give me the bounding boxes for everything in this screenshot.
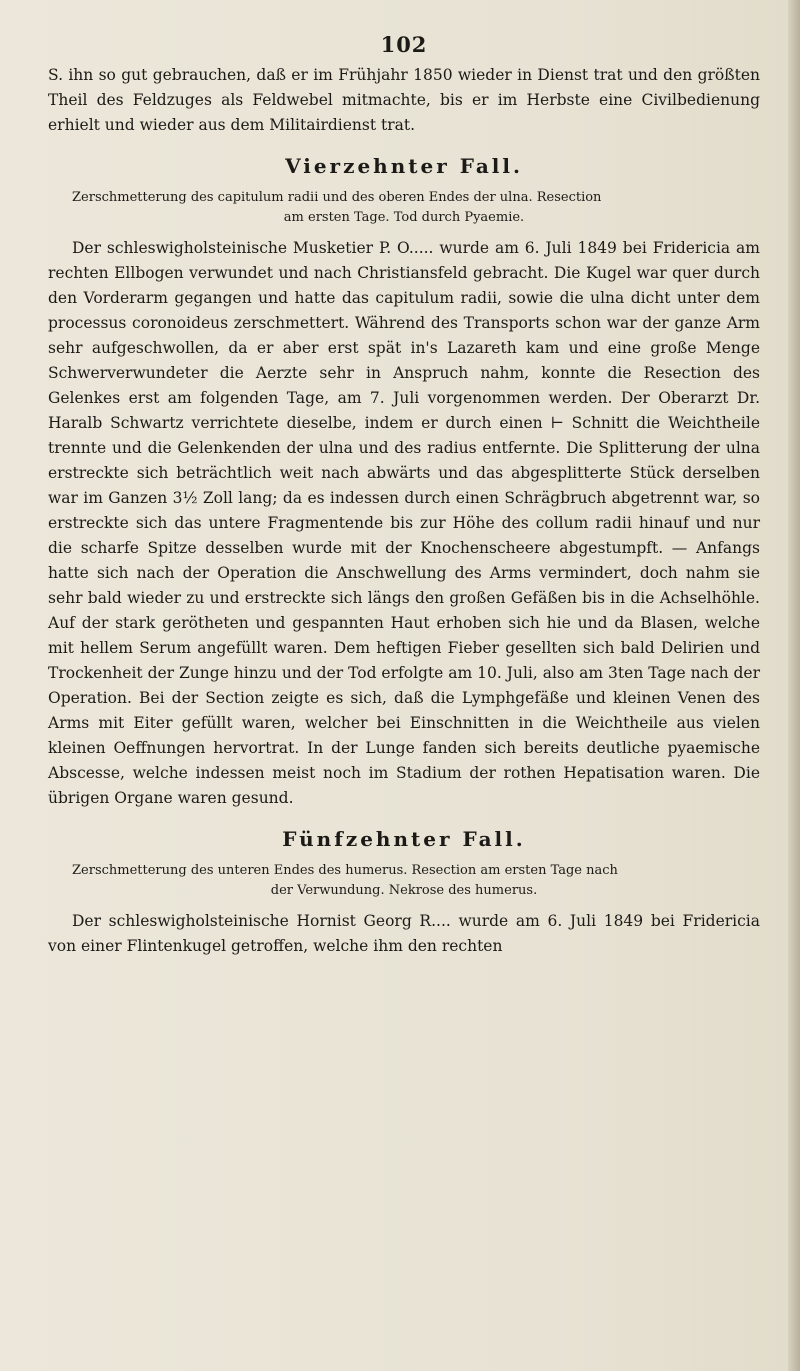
page-number: 102 <box>380 32 428 57</box>
continuation-paragraph: S. ihn so gut gebrauchen, daß er im Frühjahr 1850 wieder in Dienst trat und den größten Theil des Feldzuges als Feldwebel mitmachte, bis er im Herbste eine Civilbedienung erhielt und wieder aus dem Militairdienst trat. <box>48 66 760 134</box>
case-15-summary-line-1: Zerschmetterung des unteren Endes des humerus. Resection am ersten Tage nach <box>72 863 618 878</box>
case-14-summary-line-2: am ersten Tage. Tod durch Pyaemie. <box>283 210 525 225</box>
case-14-summary-line-1: Zerschmetterung des capitulum radii und des oberen Endes der ulna. Resection <box>72 190 602 205</box>
case-14-paragraph: Der schleswigholsteinische Musketier P. O..... wurde am 6. Juli 1849 bei Fridericia am rechten Ellbogen verwundet und nach Christiansfeld gebracht. Die Kugel war quer durch den Vorderarm gegangen und hatte das capitulum radii, sowie die ulna dicht unter dem processus coronoideus zerschmettert. Während des Transports schon war der ganze Arm sehr aufgeschwollen, da er aber erst spät in's Lazareth kam und eine große Menge Schwerverwundeter die Aerzte sehr in Anspruch nahm, konnte die Resection des Gelenkes erst am folgenden Tage, am 7. Juli vorgenommen werden. Der Oberarzt Dr. Haralb Schwartz verrichtete dieselbe, indem er durch einen ⊢ Schnitt die Weichtheile trennte und die Gelenkenden der ulna und des radius entfernte. Die Splitterung der ulna erstreckte sich beträchtlich weit nach abwärts und das abgesplitterte Stück derselben war im Ganzen 3½ Zoll lang; da es indessen durch einen Schrägbruch abgetrennt war, so erstreckte sich das untere Fragmentende bis zur Höhe des collum radii hinauf und nur die scharfe Spitze desselben wurde mit der Knochenscheere abgestumpft. — Anfangs hatte sich nach der Operation die Anschwellung des Arms vermindert, doch nahm sie sehr bald wieder zu und erstreckte sich längs den großen Gefäßen bis in die Achselhöhle. Auf der stark gerötheten und gespannten Haut erhoben sich hie und da Blasen, welche mit hellem Serum angefüllt waren. Dem heftigen Fieber gesellten sich bald Delirien und Trockenheit der Zunge hinzu und der Tod erfolgte am 10. Juli, also am 3ten Tage nach der Operation. Bei der Section zeigte es sich, daß die Lymphgefäße und kleinen Venen des Arms mit Eiter gefüllt waren, welcher bei Einschnitten in die Weichtheile aus vielen kleinen Oeffnungen hervortrat. In der Lunge fanden sich bereits deutliche pyaemische Abscesse, welche indessen meist noch im Stadium der rothen Hepatisation waren. Die übrigen Organe waren gesund. <box>48 239 760 807</box>
case-15-summary-line-2: der Verwundung. Nekrose des humerus. <box>270 883 538 898</box>
case-15-paragraph: Der schleswigholsteinische Hornist Georg R.... wurde am 6. Juli 1849 bei Fridericia von einer Flintenkugel getroffen, welche ihm den rechten <box>48 912 760 955</box>
case-15-summary <box>48 861 760 901</box>
case-15-heading: Fünfzehnter Fall. <box>282 827 526 851</box>
page-edge <box>788 0 800 1371</box>
case-14-summary <box>48 188 760 228</box>
case-14-heading: Vierzehnter Fall. <box>285 154 523 178</box>
